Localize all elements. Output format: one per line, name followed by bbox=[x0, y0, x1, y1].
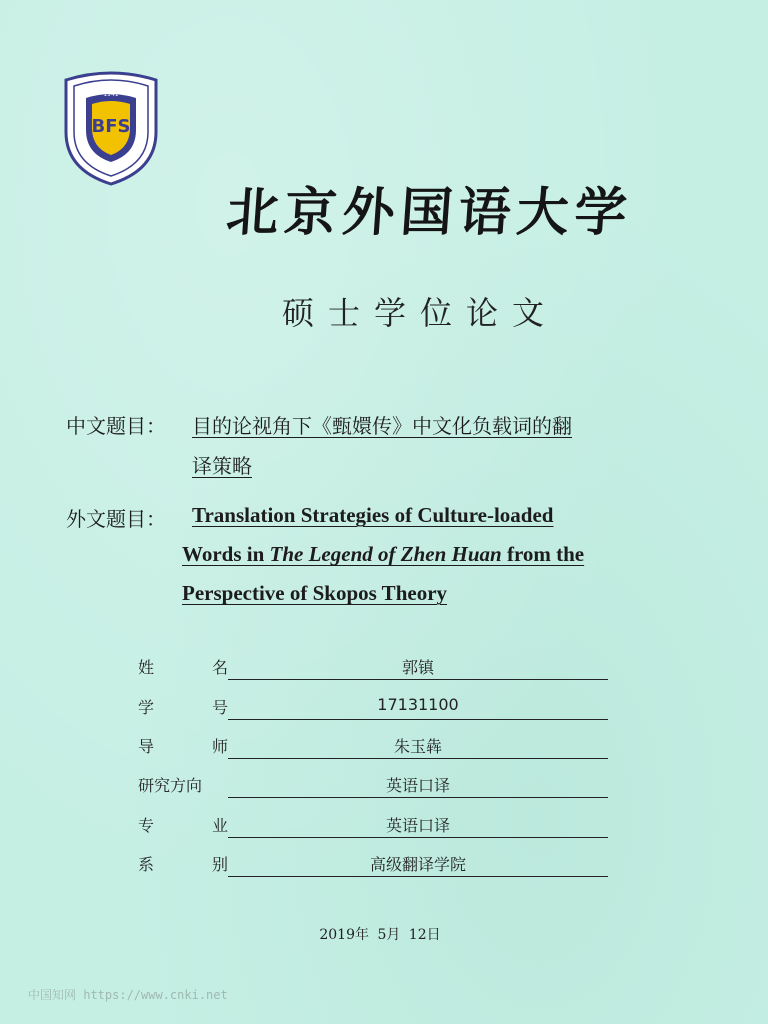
info-row-supervisor bbox=[138, 734, 608, 760]
info-underline bbox=[228, 837, 608, 838]
foreign-title-line2-prefix: Words in bbox=[182, 542, 270, 566]
foreign-title-line1: Translation Strategies of Culture-loaded bbox=[192, 503, 554, 527]
foreign-title-label: 外文题目： bbox=[66, 507, 166, 531]
chinese-title-line1: 目的论视角下《甄嬛传》中文化负载词的翻 bbox=[192, 414, 572, 438]
info-value-major: 英语口译 bbox=[385, 816, 450, 835]
info-row-department bbox=[138, 852, 608, 878]
info-row-student-id bbox=[138, 695, 608, 721]
info-row-research-direction bbox=[138, 773, 608, 799]
info-label: 研究方向 bbox=[138, 776, 203, 795]
chinese-title-line2: 译策略 bbox=[192, 454, 252, 478]
info-value-supervisor: 朱玉犇 bbox=[393, 737, 442, 756]
university-logo-icon bbox=[60, 70, 162, 186]
info-label: 导 师 bbox=[138, 737, 228, 756]
logo-initials: BFS bbox=[91, 116, 131, 137]
foreign-title-line2 bbox=[182, 542, 584, 567]
info-underline bbox=[228, 719, 608, 720]
info-label: 学 号 bbox=[138, 698, 228, 717]
info-value-name: 郭镇 bbox=[401, 658, 434, 677]
info-underline bbox=[228, 876, 608, 877]
submission-date: 2019年 5月 12日 bbox=[319, 927, 441, 943]
info-row-name bbox=[138, 655, 608, 681]
info-label: 系 别 bbox=[138, 855, 228, 874]
degree-title: 硕士学位论文 bbox=[281, 294, 558, 332]
info-value-department: 高级翻译学院 bbox=[369, 855, 466, 874]
info-label: 姓 名 bbox=[138, 658, 228, 677]
info-value-student-id: 17131100 bbox=[377, 695, 459, 714]
cnki-watermark: 中国知网 https://www.cnki.net bbox=[28, 988, 228, 1002]
foreign-title-line3: Perspective of Skopos Theory bbox=[182, 581, 448, 605]
university-name: 北京外国语大学 bbox=[224, 182, 635, 243]
info-row-major bbox=[138, 813, 608, 839]
foreign-title-line2-suffix: from the bbox=[501, 542, 585, 566]
info-underline bbox=[228, 797, 608, 798]
chinese-title-label: 中文题目： bbox=[66, 414, 166, 438]
drama-title: The Legend of Zhen Huan bbox=[269, 542, 502, 566]
info-value-research-direction: 英语口译 bbox=[385, 776, 450, 795]
info-label: 专 业 bbox=[138, 816, 228, 835]
info-underline bbox=[228, 758, 608, 759]
info-underline bbox=[228, 679, 608, 680]
logo-year: 1941 bbox=[103, 91, 119, 98]
